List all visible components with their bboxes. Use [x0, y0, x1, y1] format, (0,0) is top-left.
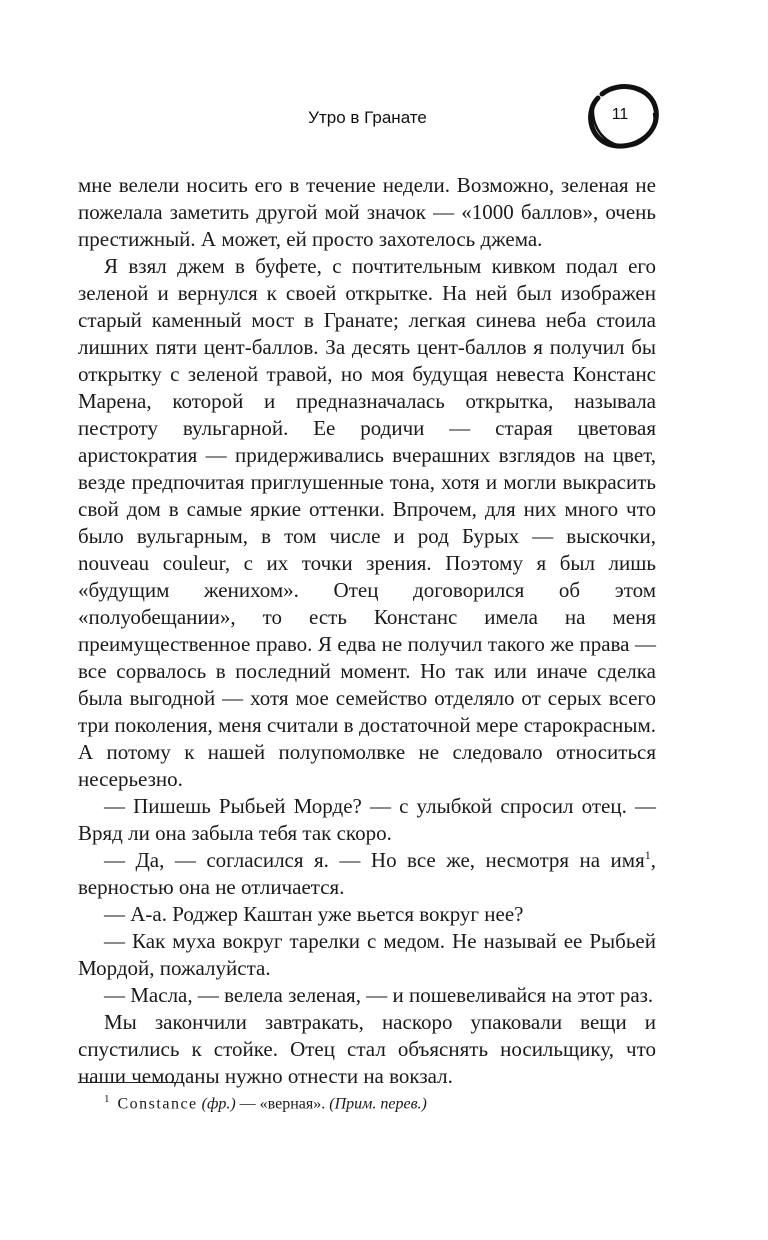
footnote-mark: 1 — [104, 1093, 110, 1105]
page-number: 11 — [611, 106, 629, 123]
running-title: Утро в Гранате — [308, 108, 427, 127]
paragraph: — Пишешь Рыбьей Морде? — с улыбкой спросил отец. — Вряд ли она забыла тебя так скоро. — [78, 794, 656, 845]
body-text — [78, 172, 656, 1090]
paragraph: — А-а. Роджер Каштан уже вьется вокруг нее? — [104, 902, 524, 926]
footnote-term: Constance — [117, 1095, 198, 1113]
footnote-divider — [78, 1082, 184, 1083]
paragraph: — Масла, — велела зеленая, — и пошевеливайся на этот раз. — [104, 983, 654, 1007]
paragraph-text: верностью она не отличается. — [78, 875, 345, 899]
paragraph: Мы закончили завтракать, наскоро упаковали вещи и спустились к стойке. Отец стал объяснять носильщику, что наши чемоданы нужно отнести на вокзал. — [78, 1010, 656, 1088]
footnote-note: (Прим. перев.) — [329, 1095, 427, 1113]
footnote-translation: — «верная». — [239, 1095, 326, 1113]
paragraph: — Как муха вокруг тарелки с медом. Не называй ее Рыбьей Мордой, пожалуйста. — [78, 929, 656, 980]
paragraph: Я взял джем в буфете, с почтительным кивком подал его зеленой и вернулся к своей открытке. На ней был изображен старый каменный мост в Гранате; легкая синева неба стоила лишних пяти цент-баллов. За десять цент-баллов я получил бы открытку с зеленой травой, но моя будущая невеста Констанс Марена, которой и предназначалась открытка, называла пестроту вульгарной. Ее родичи — старая цветовая аристократия — придерживались вчерашних взглядов на цвет, везде предпочитая приглушенные тона, хотя и могли выкрасить свой дом в самые яркие оттенки. Впрочем, для них много что было вульгарным, в том числе и род Бурых — выскочки, nouveau couleur, с их точки зрения. Поэтому я был лишь «будущим женихом». Отец договорился об этом «полуобещании», то есть Констанс имела на меня преимущественное право. Я едва не получил такого же права — все сорвалось в последний момент. Но так или иначе сделка была выгодной — хотя мое семейство отделяло от серых всего три поколения, меня считали в достаточной мере старокрасным. А потому к нашей полупомолвке не следовало относиться несерьезно. — [78, 254, 656, 791]
paragraph: мне велели носить его в течение недели. Возможно, зеленая не пожелала заметить другой мой значок — «1000 баллов», очень престижный. А может, ей просто захотелось джема. — [78, 173, 656, 251]
footnote-reference: 1 — [644, 848, 651, 862]
footnote-language: (фр.) — [201, 1095, 236, 1113]
page-number-badge — [580, 80, 664, 156]
footnote — [104, 1089, 656, 1114]
paragraph: — Да, — согласился я. — Но все же, несмотря на имя$^1$, верностью она не отличается. — [78, 848, 656, 899]
paragraph-text: — Да, — согласился я. — Но все же, несмотря на имя — [104, 848, 645, 872]
